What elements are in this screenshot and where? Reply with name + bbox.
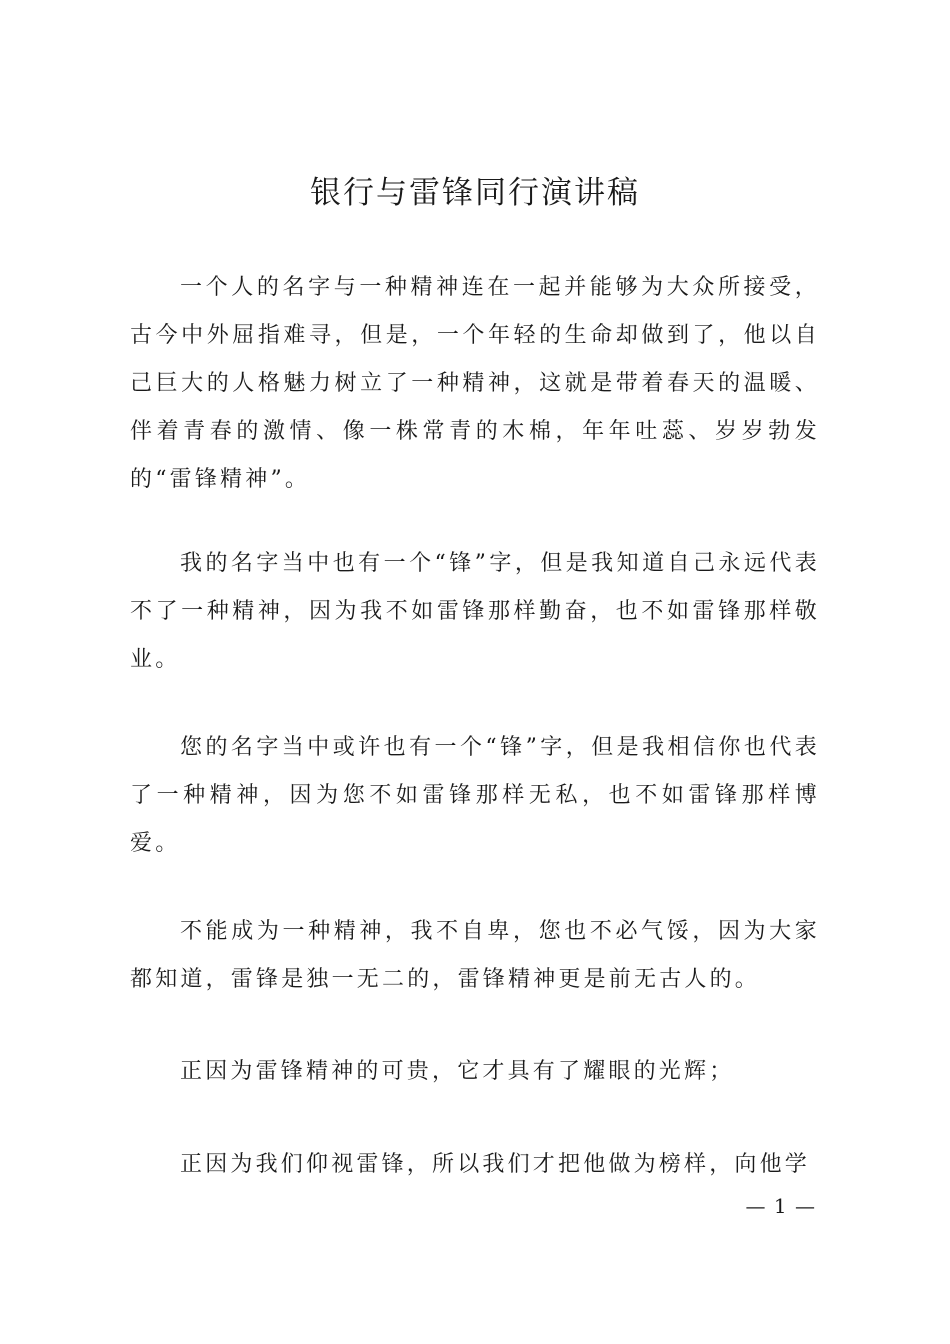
paragraph-3: 您的名字当中或许也有一个“锋”字，但是我相信你也代表了一种精神，因为您不如雷锋那样无私，也不如雷锋那样博爱。 bbox=[130, 735, 820, 856]
paragraph-6: 正因为我们仰视雷锋，所以我们才把他做为榜样，向他学 bbox=[180, 1152, 811, 1177]
paragraph-4: 不能成为一种精神，我不自卑，您也不必气馁，因为大家都知道，雷锋是独一无二的，雷锋精神更是前无古人的。 bbox=[130, 919, 820, 992]
paragraph-5: 正因为雷锋精神的可贵，它才具有了耀眼的光辉； bbox=[180, 1059, 735, 1084]
paragraph-1: 一个人的名字与一种精神连在一起并能够为大众所接受，古今中外屈指难寻，但是，一个年轻的生命却做到了，他以自己巨大的人格魅力树立了一种精神，这就是带着春天的温暖、伴着青春的激情、像一株常青的木棉，年年吐蕊、岁岁勃发的“雷锋精神”。 bbox=[130, 275, 820, 492]
page-number: — 1 — bbox=[745, 1194, 816, 1218]
paragraph-2: 我的名字当中也有一个“锋”字，但是我知道自己永远代表不了一种精神，因为我不如雷锋那样勤奋，也不如雷锋那样敬业。 bbox=[130, 551, 820, 672]
document-title: 银行与雷锋同行演讲稿 bbox=[310, 175, 640, 211]
